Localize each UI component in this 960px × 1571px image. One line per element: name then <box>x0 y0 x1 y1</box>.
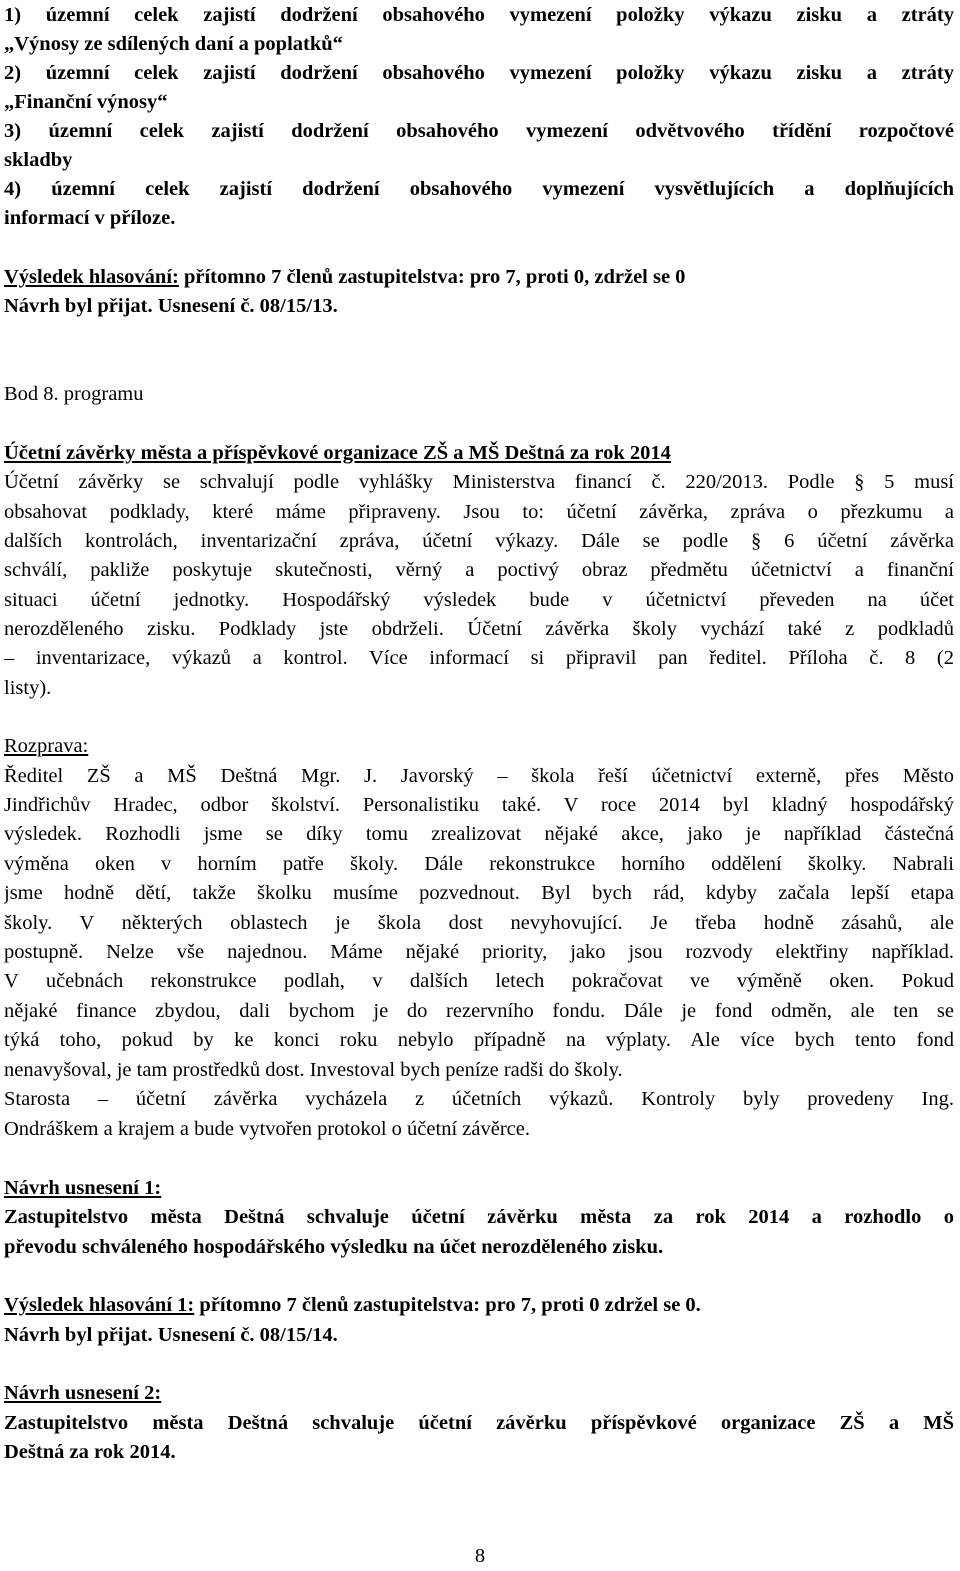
vote-result-1-label: Výsledek hlasování 1: <box>4 1294 195 1316</box>
list-item-3-line-1: 3) územní celek zajistí dodržení obsahového vymezení odvětvového třídění rozpočtové <box>4 120 954 142</box>
discussion-line: nějaké finance zbydou, dali bychom je do rezervního fondu. Dále je fond odměn, ale ten se <box>4 1000 954 1022</box>
discussion-line: výměna oken v horním patře školy. Dále rekonstrukce horního oddělení školky. Nabrali <box>4 853 954 875</box>
paragraph-line: listy). <box>4 677 52 699</box>
list-item-1-line-2: „Výnosy ze sdílených daní a poplatků“ <box>4 33 343 55</box>
discussion-line: V učebnách rekonstrukce podlah, v dalších letech pokračovat ve výměně oken. Pokud <box>4 970 954 992</box>
list-item-4-line-1: 4) územní celek zajistí dodržení obsahového vymezení vysvětlujících a doplňujících <box>4 178 954 200</box>
list-item-2-line-1: 2) územní celek zajistí dodržení obsahového vymezení položky výkazu zisku a ztráty <box>4 62 954 84</box>
vote-result-resolution: Návrh byl přijat. Usnesení č. 08/15/13. <box>4 295 338 317</box>
discussion-line: Ředitel ZŠ a MŠ Deštná Mgr. J. Javorský – škola řeší účetnictví externě, přes Město <box>4 765 954 787</box>
paragraph-line: schválí, pakliže poskytuje skutečnosti, věrný a poctivý obraz předmětu účetnictví a finanční <box>4 559 954 581</box>
vote-result-1-line <box>4 1290 954 1320</box>
discussion-line: nenavyšoval, je tam prostředků dost. Investoval bych peníze radši do školy. <box>4 1059 623 1081</box>
paragraph-line: situaci účetní jednotky. Hospodářský výsledek bude v účetnictví převeden na účet <box>4 589 954 611</box>
resolution-proposal-1-line-1: Zastupitelstvo města Deštná schvaluje účetní závěrku města za rok 2014 a rozhodlo o <box>4 1206 954 1228</box>
list-item-3-line-2: skladby <box>4 149 73 171</box>
agenda-item-title: Bod 8. programu <box>4 383 144 405</box>
resolution-proposal-2-label: Návrh usnesení 2: <box>4 1382 162 1404</box>
resolution-proposal-1-line-2: převodu schváleného hospodářského výsledku na účet nerozděleného zisku. <box>4 1236 664 1258</box>
vote-result-text: přítomno 7 členů zastupitelstva: pro 7, proti 0, zdržel se 0 <box>178 266 686 288</box>
paragraph-line: obsahovat podklady, které máme připraveny. Jsou to: účetní závěrka, zpráva o přezkumu a <box>4 501 954 523</box>
paragraph-line: nerozděleného zisku. Podklady jste obdrželi. Účetní závěrka školy vychází také z podkladů <box>4 618 954 640</box>
discussion-line: školy. V některých oblastech je škola dost nevyhovující. Je třeba hodně zásahů, ale <box>4 912 954 934</box>
paragraph-line: – inventarizace, výkazů a kontrol. Více informací si připravil pan ředitel. Příloha č. 8 (2 <box>4 647 954 669</box>
discussion-label: Rozprava: <box>4 735 89 757</box>
list-item-4-line-2: informací v příloze. <box>4 207 176 229</box>
discussion-line: Jindřichův Hradec, odbor školství. Personalistiku také. V roce 2014 byl kladný hospodářský <box>4 794 954 816</box>
discussion-line: jsme hodně dětí, takže školku musíme pozvednout. Byl bych rád, kdyby začala lepší etapa <box>4 882 954 904</box>
discussion-line: výsledek. Rozhodli jsme se díky tomu zrealizovat nějaké akce, jako je například částečná <box>4 823 954 845</box>
resolution-proposal-1-label: Návrh usnesení 1: <box>4 1177 162 1199</box>
page-number: 8 <box>474 1545 486 1567</box>
discussion-line: týká toho, pokud by ke konci roku nebylo případně na výplaty. Ale více bych tento fond <box>4 1029 954 1051</box>
resolution-proposal-2-line-1: Zastupitelstvo města Deštná schvaluje účetní závěrku příspěvkové organizace ZŠ a MŠ <box>4 1412 954 1434</box>
paragraph-line: Účetní závěrky se schvalují podle vyhlášky Ministerstva financí č. 220/2013. Podle § 5 musí <box>4 471 954 493</box>
list-item-1-line-1: 1) územní celek zajistí dodržení obsahového vymezení položky výkazu zisku a ztráty <box>4 4 954 26</box>
resolution-proposal-2-line-2: Deštná za rok 2014. <box>4 1441 176 1463</box>
list-item-2-line-2: „Finanční výnosy“ <box>4 91 168 113</box>
discussion-line: Ondráškem a krajem a bude vytvořen protokol o účetní závěrce. <box>4 1118 530 1140</box>
vote-result-line <box>4 262 954 292</box>
vote-result-1-text: přítomno 7 členů zastupitelstva: pro 7, proti 0 zdržel se 0. <box>194 1294 701 1316</box>
agenda-item-heading: Účetní závěrky města a příspěvkové organizace ZŠ a MŠ Deštná za rok 2014 <box>4 442 671 464</box>
discussion-line: postupně. Nelze vše najednou. Máme nějaké priority, jako jsou rozvody elektřiny například. <box>4 941 954 963</box>
paragraph-line: dalších kontrolách, inventarizační zpráva, účetní výkazy. Dále se podle § 6 účetní závěrka <box>4 530 954 552</box>
vote-result-1-resolution: Návrh byl přijat. Usnesení č. 08/15/14. <box>4 1324 338 1346</box>
vote-result-label: Výsledek hlasování: <box>4 266 179 288</box>
discussion-line: Starosta – účetní závěrka vycházela z účetních výkazů. Kontroly byly provedeny Ing. <box>4 1088 954 1110</box>
